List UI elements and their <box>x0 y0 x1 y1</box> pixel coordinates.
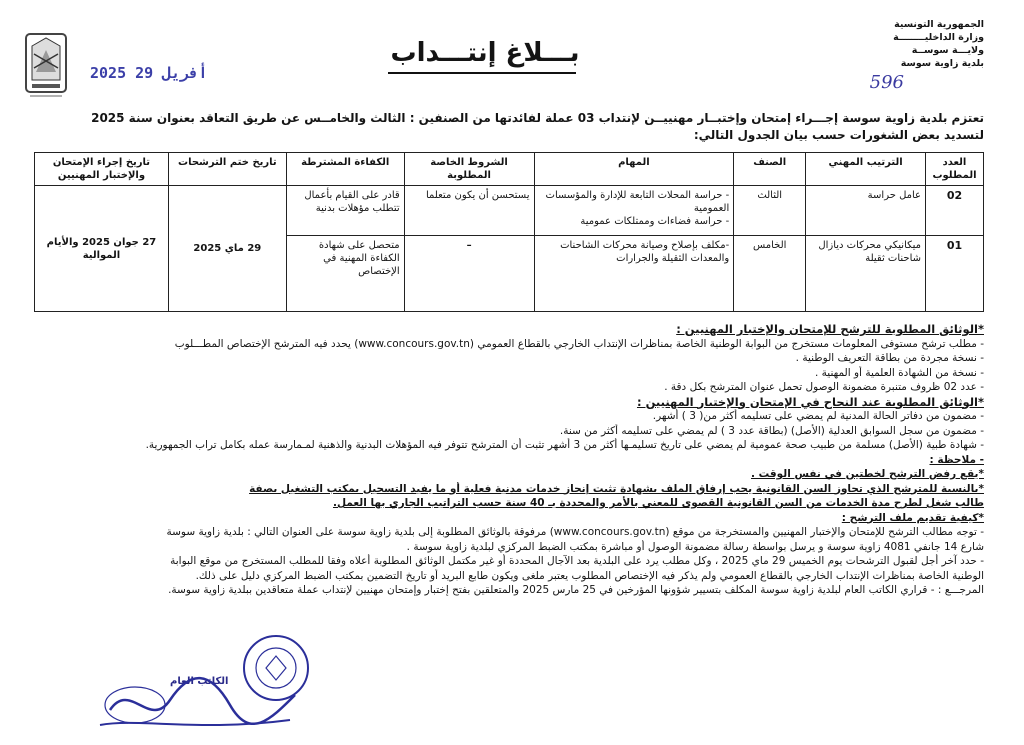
howto-item: شارع 14 جانفي 4081 زاوية سوسة و يرسل بواسطة رسالة مضمونة الوصول أو مباشرة بمكتب الضبط المركزي لبلدية زاوية سوسة . <box>406 540 984 553</box>
cell-tasks <box>534 236 734 312</box>
cell-exam-date: 27 جوان 2025 والأيام الموالية <box>35 186 169 312</box>
task-line: - حراسة المحلات التابعة للإدارة والمؤسسات العمومية <box>545 190 730 214</box>
howto-item: - توجه مطالب الترشح للإمتحان والإختبار المهنيين والمستخرجة من موقع (www.concours.gov.tn) مرفوقة بالوثائق المطلوبة إلى بلدية زاوية سوسة على العنوان التالي : بلدية زاوية سوسة <box>166 526 984 538</box>
cell-rank: عامل حراسة <box>806 186 926 236</box>
cell-closing-date: 29 ماي 2025 <box>168 186 286 312</box>
intro-line: لتسديد بعض الشغورات حسب بيان الجدول التالي: <box>693 128 984 142</box>
date-stamp: 2025 أفريل 29 <box>90 64 208 82</box>
howto-heading: *كيفية تقديم ملف الترشح : <box>841 511 984 524</box>
docs-item: - مطلب ترشح مستوفى المعلومات مستخرج من البوابة الوطنية الخاصة بمناظرات الإنتداب الخارجي بالقطاع العمومي (www.concours.gov.tn) يحدد فيه المترشح الإختصاص المطـــلوب <box>174 337 984 350</box>
header-line: ولايـــة سوســة <box>911 45 984 56</box>
col-header: العدد المطلوب <box>926 153 984 186</box>
howto-item: الوطنية الخاصة بمناظرات الإنتداب الخارجي بالقطاع العمومي ولم يذكر فيه الإختصاص المطلوب يعتبر ملغى ويكون طابع البريد أو تاريخ التضمين بمكتب الضبط المركزي دليل على ذلك. <box>195 569 984 582</box>
task-line: - حراسة فضاءات وممتلكات عمومية <box>580 216 730 227</box>
notes-heading: - ملاحظة : <box>929 453 984 466</box>
success-item: - مضمون من سجل السوابق العدلية (الأصل) (بطاقة عدد 3 ) لم يمضي على تسليمه أكثر من سنة. <box>559 424 984 437</box>
cell-conditions: – <box>404 236 534 312</box>
reference-number: 596 <box>869 72 904 93</box>
col-header: الشروط الخاصة المطلوبة <box>404 153 534 186</box>
announcement-body <box>24 322 984 598</box>
official-seal <box>240 632 312 704</box>
cell-category: الثالث <box>734 186 806 236</box>
header-line: بلدية زاوية سوسة <box>900 58 984 69</box>
positions-table <box>34 152 984 312</box>
page-title: بـــلاغ إنتـــداب <box>390 38 580 68</box>
docs-item: - نسخة مجردة من بطاقة التعريف الوطنية . <box>795 352 984 364</box>
success-heading: *الوثائق المطلوبة عند النجاح في الإمتحان والإختبار المهنيين : <box>636 394 984 409</box>
col-header: الصنف <box>734 153 806 186</box>
table-header-row <box>35 153 984 186</box>
success-item: - شهادة طبية (الأصل) مسلمة من طبيب صحة عمومية لم يمضي على تاريخ تسليمـها أكثر من 3 أشهر تثبت أن المترشح تتوفر فيه المؤهلات البدنية والذهنية لمـمارسة عمله بكامل تراب الجمهورية. <box>145 439 984 451</box>
col-header: تاريخ إجراء الإمتحان والإختبار المهنيين <box>35 153 169 186</box>
issuer-header <box>814 18 984 70</box>
col-header: تاريخ ختم الترشحات <box>168 153 286 186</box>
cell-category: الخامس <box>734 236 806 312</box>
intro-paragraph <box>34 110 984 144</box>
note-item: *بالنسبة للمترشح الذي تجاوز السن القانونية يجب إرفاق الملف بشهادة تثبت إنجاز خدمات مدنية فعلية أو ما يفيد التسجيل بمكتب التشغيل بصفة <box>249 482 984 495</box>
howto-item: - حدد آخر أجل لقبول الترشحات يوم الخميس 29 ماي 2025 ، وكل مطلب يرد على البلدية بعد الآجال المحددة أو غير مكتمل الوثائق المطلوبة أعلاه وفقا للمطلب المستخرج من موقع البوابة <box>170 555 984 567</box>
docs-heading: *الوثائق المطلوبة للترشح للإمتحان والإختبار المهنيين : <box>676 322 984 336</box>
note-item: *يقع رفض الترشح لخطتين في نفس الوقت . <box>751 468 984 480</box>
title-underline <box>388 72 576 74</box>
docs-item: - نسخة من الشهادة العلمية أو المهنية . <box>814 366 984 379</box>
cell-rank: ميكانيكي محركات ديازال شاحنات ثقيلة <box>806 236 926 312</box>
municipality-logo <box>24 32 68 100</box>
success-item: - مضمون من دفاتر الحالة المدنية لم يمضي على تسليمه أكثر من( 3 ) أشهر. <box>652 410 984 422</box>
col-header: المهام <box>534 153 734 186</box>
header-line: وزارة الداخليــــــــة <box>893 32 984 43</box>
signature-title: الكاتب العام <box>170 676 229 687</box>
cell-conditions: يستحسن أن يكون متعلما <box>404 186 534 236</box>
cell-competence: قادر على القيام بأعمال تتطلب مؤهلات بدنية <box>286 186 404 236</box>
intro-line: تعتزم بلدية زاوية سوسة إجـــراء إمتحان وإختبــار مهنييــن لإنتداب 03 عملة لفائدتها من الصنفين : الثالث والخامــس عن طريق التعاقد بعنوان سنة 2025 <box>91 111 984 125</box>
docs-item: - عدد 02 ظروف متنبرة مضمونة الوصول تحمل عنوان المترشح بكل دقة . <box>664 381 984 393</box>
cell-tasks <box>534 186 734 236</box>
table-row <box>35 186 984 236</box>
cell-competence: متحصل على شهادة الكفاءة المهنية في الإختصاص <box>286 236 404 312</box>
col-header: الترتيب المهني <box>806 153 926 186</box>
cell-count: 02 <box>926 186 984 236</box>
note-item: طالب شغل لطرح مدة الخدمات من السن القانونية القصوى للمعني بالأمر والمحددة بـ 40 سنة حسب التراتيب الجاري بها العمل. <box>332 497 984 509</box>
howto-item: المرجـــع : - قراري الكاتب العام لبلدية زاوية سوسة المكلف بتسيير شؤونها المؤرخين في 25 مارس 2025 والمتعلقين بفتح إختبار وإمتحان مهنيين لإنتداب عملة متعاقدين ببلدية زاوية سوسة. <box>168 584 984 596</box>
header-line: الجمهورية التونسية <box>894 19 984 30</box>
cell-count: 01 <box>926 236 984 312</box>
task-line: -مكلف بإصلاح وصيانة محركات الشاحنات والمعدات الثقيلة والجرارات <box>560 240 730 264</box>
col-header: الكفاءة المشترطة <box>286 153 404 186</box>
